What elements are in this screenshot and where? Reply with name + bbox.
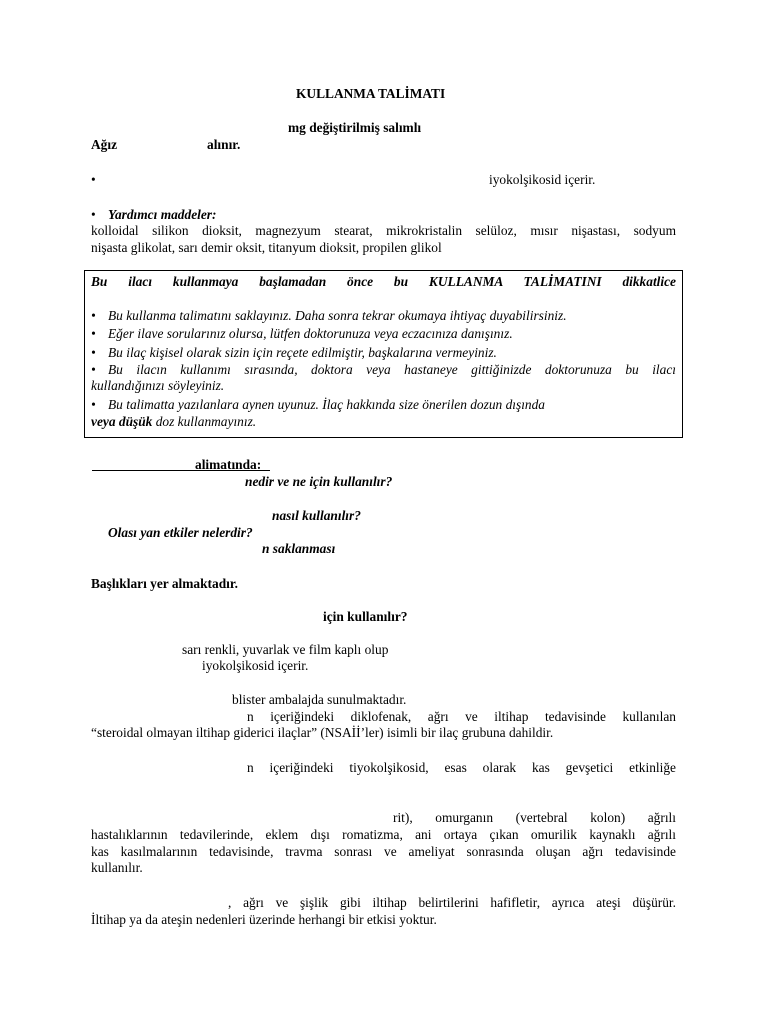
warning-item-continuation: kullandığınızı söyleyiniz. (91, 378, 225, 393)
section-paragraph: n içeriğindeki tiyokolşikosid, esas olarak kas gevşetici etkinliğe (247, 760, 676, 775)
warning-item: Bu ilaç kişisel olarak sizin için reçete edilmiştir, başkalarına vermeyiniz. (108, 345, 497, 360)
route-value: alınır. (207, 137, 241, 152)
warning-item-end: doz kullanmayınız. (152, 414, 257, 429)
bullet-marker: • (91, 207, 96, 222)
document-title: KULLANMA TALİMATI (296, 86, 446, 101)
section-paragraph: , ağrı ve şişlik gibi iltihap belirtilerini hafifletir, ayrıca ateşi düşürür. (228, 895, 676, 910)
toc-item: nasıl kullanılır? (272, 508, 361, 523)
bullet-marker: • (91, 308, 96, 323)
toc-heading: alimatında: (195, 457, 262, 472)
bullet-marker: • (91, 326, 96, 341)
excipients-heading: Yardımcı maddeler: (108, 207, 217, 222)
toc-item: Olası yan etkiler nelerdir? (108, 525, 253, 540)
section-paragraph: kas kasılmalarının tedavisinde, travma sonrası ve ameliyat sonrasında oluşan ağrı tedavisinde (91, 844, 676, 859)
section-paragraph: İltihap ya da ateşin nedenleri üzerinde herhangi bir etkisi yoktur. (91, 912, 437, 927)
warning-item: Bu kullanma talimatını saklayınız. Daha sonra tekrar okumaya ihtiyaç duyabilirsiniz. (108, 308, 567, 323)
excipients-line: kolloidal silikon dioksit, magnezyum stearat, mikrokristalin selüloz, mısır nişastası, sodyum (91, 223, 676, 238)
headings-note: Başlıkları yer almaktadır. (91, 576, 238, 591)
document-subtitle: mg değiştirilmiş salımlı (288, 120, 422, 135)
warning-box-header: Bu ilacı kullanmaya başlamadan önce bu KULLANMA TALİMATINI dikkatlice (91, 274, 676, 289)
bullet-marker: • (91, 172, 96, 187)
bullet-marker: • (91, 362, 96, 377)
warning-item: Eğer ilave sorularınız olursa, lütfen doktorunuza veya eczacınıza danışınız. (108, 326, 513, 341)
section-heading: için kullanılır? (323, 609, 408, 624)
route-label: Ağız (91, 137, 118, 152)
warning-emphasis: veya düşük (91, 414, 153, 429)
bullet-marker: • (91, 345, 96, 360)
warning-item: Bu ilacın kullanımı sırasında, doktora veya hastaneye gittiğinizde doktorunuza bu ilacı (108, 362, 676, 377)
bullet-marker: • (91, 397, 96, 412)
toc-item: n saklanması (262, 541, 336, 556)
section-paragraph: kullanılır. (91, 860, 143, 875)
toc-item: nedir ve ne için kullanılır? (245, 474, 393, 489)
section-paragraph: sarı renkli, yuvarlak ve film kaplı olup (182, 642, 389, 657)
section-paragraph: n içeriğindeki diklofenak, ağrı ve iltihap tedavisinde kullanılan (247, 709, 676, 724)
section-paragraph: “steroidal olmayan iltihap giderici ilaçlar” (NSAİİ’ler) isimli bir ilaç grubuna dahildir. (91, 725, 554, 740)
section-paragraph: rit), omurganın (vertebral kolon) ağrılı (393, 810, 676, 825)
warning-item: Bu talimatta yazılanlara aynen uyunuz. İlaç hakkında size önerilen dozun dışında (108, 397, 546, 412)
section-paragraph: hastalıklarının tedavilerinde, eklem dışı romatizma, ani ortaya çıkan omurilik kaynaklı ağrılı (91, 827, 676, 842)
section-paragraph: iyokolşikosid içerir. (202, 658, 309, 673)
section-paragraph: blister ambalajda sunulmaktadır. (232, 692, 407, 707)
active-ingredient-text: iyokolşikosid içerir. (489, 172, 596, 187)
excipients-line: nişasta glikolat, sarı demir oksit, titanyum dioksit, propilen glikol (91, 240, 442, 255)
